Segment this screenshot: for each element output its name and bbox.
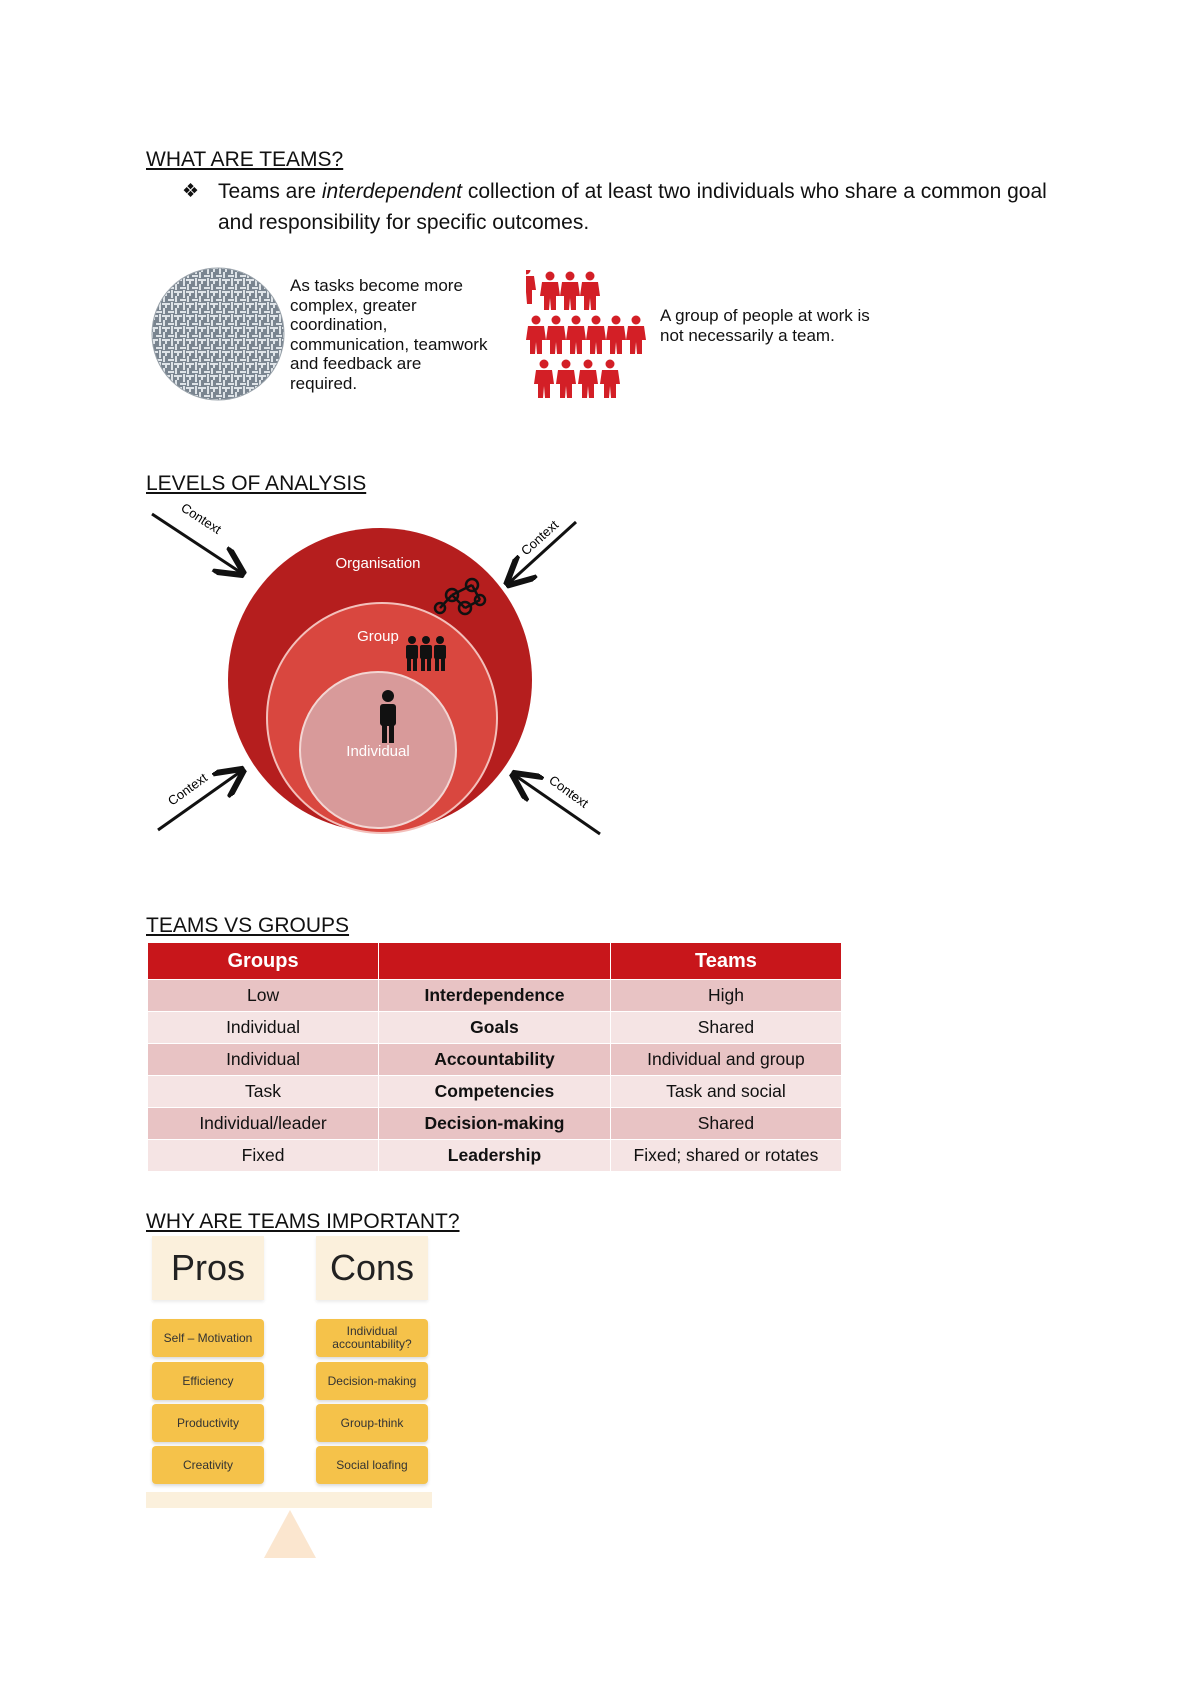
con-item: Individual accountability? xyxy=(316,1319,428,1357)
cell-criterion: Leadership xyxy=(379,1140,611,1172)
table-row xyxy=(148,1108,842,1140)
table-header-row xyxy=(148,943,842,980)
maze-caption: As tasks become more complex, greater coordination, communication, teamwork and feedback are required. xyxy=(290,276,488,393)
table-row xyxy=(148,1140,842,1172)
cell-teams: Shared xyxy=(610,1108,841,1140)
cell-groups: Individual/leader xyxy=(148,1108,379,1140)
cell-groups: Task xyxy=(148,1076,379,1108)
levels-diagram xyxy=(140,500,620,850)
section-heading-levels: LEVELS OF ANALYSIS xyxy=(146,472,367,495)
cell-groups: Fixed xyxy=(148,1140,379,1172)
cell-groups: Low xyxy=(148,980,379,1012)
definition-text-start: Teams are xyxy=(218,180,322,203)
cell-teams: Fixed; shared or rotates xyxy=(610,1140,841,1172)
context-label-top-left: Context xyxy=(178,500,225,537)
cell-criterion: Interdependence xyxy=(379,980,611,1012)
bullet-icon: ❖ xyxy=(182,181,200,202)
group-label: Group xyxy=(357,628,399,645)
section-heading-why-important: WHY ARE TEAMS IMPORTANT? xyxy=(146,1210,460,1233)
teams-vs-groups-table xyxy=(147,942,842,1172)
cons-card: Cons xyxy=(316,1236,428,1300)
group-caption: A group of people at work is not necessarily a team. xyxy=(660,306,870,345)
header-criteria xyxy=(379,943,611,980)
cell-teams: Individual and group xyxy=(610,1044,841,1076)
context-label-bottom-left: Context xyxy=(164,769,211,809)
header-teams: Teams xyxy=(610,943,841,980)
cell-teams: High xyxy=(610,980,841,1012)
individual-label: Individual xyxy=(346,743,410,760)
cell-groups: Individual xyxy=(148,1012,379,1044)
cell-criterion: Decision-making xyxy=(379,1108,611,1140)
definition-emphasis: interdependent xyxy=(321,180,462,203)
cell-criterion: Competencies xyxy=(379,1076,611,1108)
table-row xyxy=(148,1012,842,1044)
pro-item: Efficiency xyxy=(152,1362,264,1400)
con-item: Decision-making xyxy=(316,1362,428,1400)
definition-text-end: collection of at least two individuals who share a common goal and responsibility for specific outcomes. xyxy=(218,180,1047,234)
definition-text xyxy=(218,176,1078,238)
cell-criterion: Accountability xyxy=(379,1044,611,1076)
scale-beam xyxy=(146,1492,432,1508)
section-heading-what-are-teams: WHAT ARE TEAMS? xyxy=(146,148,344,171)
cell-teams: Task and social xyxy=(610,1076,841,1108)
pros-card: Pros xyxy=(152,1236,264,1300)
section-heading-teams-vs-groups: TEAMS VS GROUPS xyxy=(146,914,350,937)
header-groups: Groups xyxy=(148,943,379,980)
con-item: Group-think xyxy=(316,1404,428,1442)
cell-groups: Individual xyxy=(148,1044,379,1076)
table-row xyxy=(148,980,842,1012)
context-label-bottom-right: Context xyxy=(546,772,592,811)
table-row xyxy=(148,1076,842,1108)
people-group-image xyxy=(526,270,652,400)
table-row xyxy=(148,1044,842,1076)
pro-item: Productivity xyxy=(152,1404,264,1442)
scale-fulcrum xyxy=(264,1510,316,1558)
pro-item: Self – Motivation xyxy=(152,1319,264,1357)
con-item: Social loafing xyxy=(316,1446,428,1484)
cell-criterion: Goals xyxy=(379,1012,611,1044)
organisation-label: Organisation xyxy=(335,555,421,572)
pro-item: Creativity xyxy=(152,1446,264,1484)
maze-image xyxy=(150,266,286,402)
context-label-top-right: Context xyxy=(517,517,562,559)
cell-teams: Shared xyxy=(610,1012,841,1044)
